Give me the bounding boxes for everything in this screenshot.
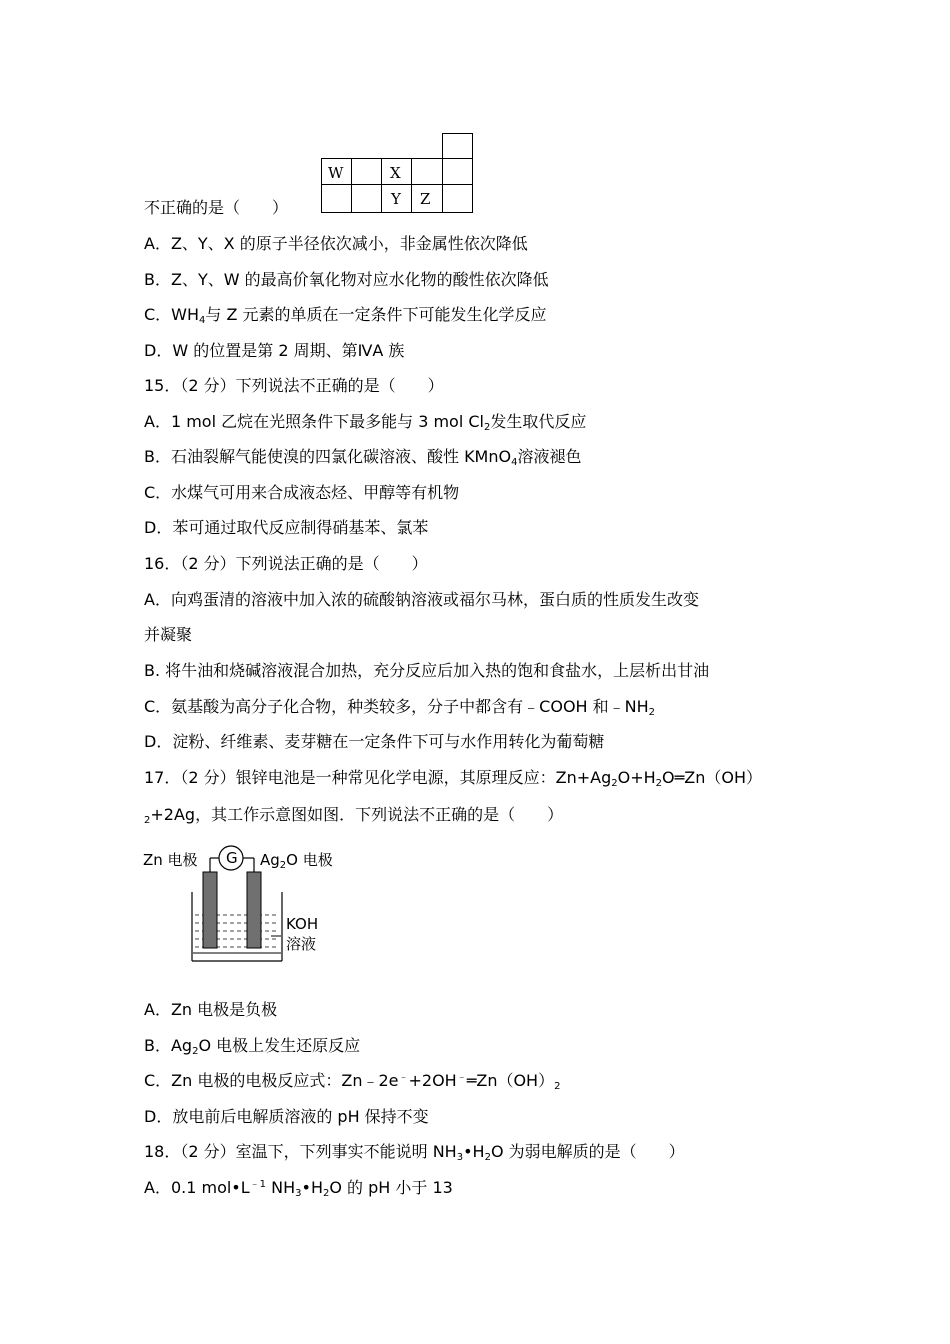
q14-option-c: C．$WH_4$与 Z 元素的单质在一定条件下可能发生化学反应 [144, 305, 547, 326]
q14-option-d: D．W 的位置是第 2 周期、第ⅣA 族 [144, 341, 405, 360]
periodic-table-fragment [321, 133, 473, 213]
koh-label: KOH [286, 915, 319, 933]
zn-electrode [203, 872, 217, 948]
ag2o-electrode [247, 872, 261, 948]
element-z-label: Z [420, 190, 431, 208]
q16-option-a-line2: 并凝聚 [144, 625, 193, 644]
q15-option-d: D．苯可通过取代反应制得硝基苯、氯苯 [144, 518, 429, 537]
q14-option-a: A．Z、Y、X 的原子半径依次减小，非金属性依次降低 [144, 234, 528, 253]
solution-label: 溶液 [286, 935, 317, 953]
ag2o-electrode-label: $Ag_2O$ 电极 [260, 851, 333, 871]
q16-option-d: D．淀粉、纤维素、麦芽糖在一定条件下可与水作用转化为葡萄糖 [144, 732, 605, 751]
q16-option-a-line1: A．向鸡蛋清的溶液中加入浓的硫酸钠溶液或福尔马林，蛋白质的性质发生改变 [144, 590, 699, 609]
q15-stem: 15．（2 分）下列说法不正确的是（ ） [144, 376, 444, 395]
q18-stem: 18．（2 分）室温下，下列事实不能说明 $NH_3•H_2O$ 为弱电解质的是（ ） [144, 1142, 685, 1163]
q17-option-d: D．放电前后电解质溶液的 pH 保持不变 [144, 1107, 429, 1126]
q14-option-b: B．Z、Y、W 的最高价氧化物对应水化物的酸性依次降低 [144, 270, 549, 289]
galvanometer-icon: G [226, 849, 238, 867]
q17-stem-line2: $_2$+2Ag，其工作示意图如图．下列说法不正确的是（ ） [144, 805, 564, 826]
element-w-label: W [328, 164, 344, 182]
battery-diagram [143, 845, 343, 970]
zn-electrode-label: Zn 电极 [143, 851, 198, 869]
q14-stem-tail: 不正确的是（ ） [144, 198, 289, 217]
element-y-label: Y [391, 190, 401, 208]
q17-option-c: C．Zn 电极的电极反应式：$Zn﹣2e^﹣+2OH^﹣═Zn(OH)_2$ [144, 1071, 561, 1092]
q17-option-a: A．Zn 电极是负极 [144, 1000, 278, 1019]
q16-stem: 16．（2 分）下列说法正确的是（ ） [144, 554, 428, 573]
q15-option-c: C．水煤气可用来合成液态烃、甲醇等有机物 [144, 483, 460, 502]
element-x-label: X [390, 164, 401, 182]
q16-option-b: B. 将牛油和烧碱溶液混合加热，充分反应后加入热的饱和食盐水，上层析出甘油 [144, 661, 710, 680]
q18-option-a: A．0.1 $mol•L^{﹣1}$ $NH_3•H_2O$ 的 pH 小于 13 [144, 1178, 453, 1199]
q17-option-b: B．$Ag_2O$ 电极上发生还原反应 [144, 1036, 361, 1057]
q15-option-b: B．石油裂解气能使溴的四氯化碳溶液、酸性 KMnO$_4$溶液褪色 [144, 447, 582, 468]
q16-option-c: C．氨基酸为高分子化合物，种类较多，分子中都含有﹣COOH 和$﹣NH_2$ [144, 697, 656, 718]
q17-stem-line1: 17．（2 分）银锌电池是一种常见化学电源，其原理反应：$Zn+Ag_2O+H_2O═Zn(OH)$ [144, 768, 762, 789]
q15-option-a: A．1 mol 乙烷在光照条件下最多能与 3 mol $Cl_2$发生取代反应 [144, 412, 587, 433]
